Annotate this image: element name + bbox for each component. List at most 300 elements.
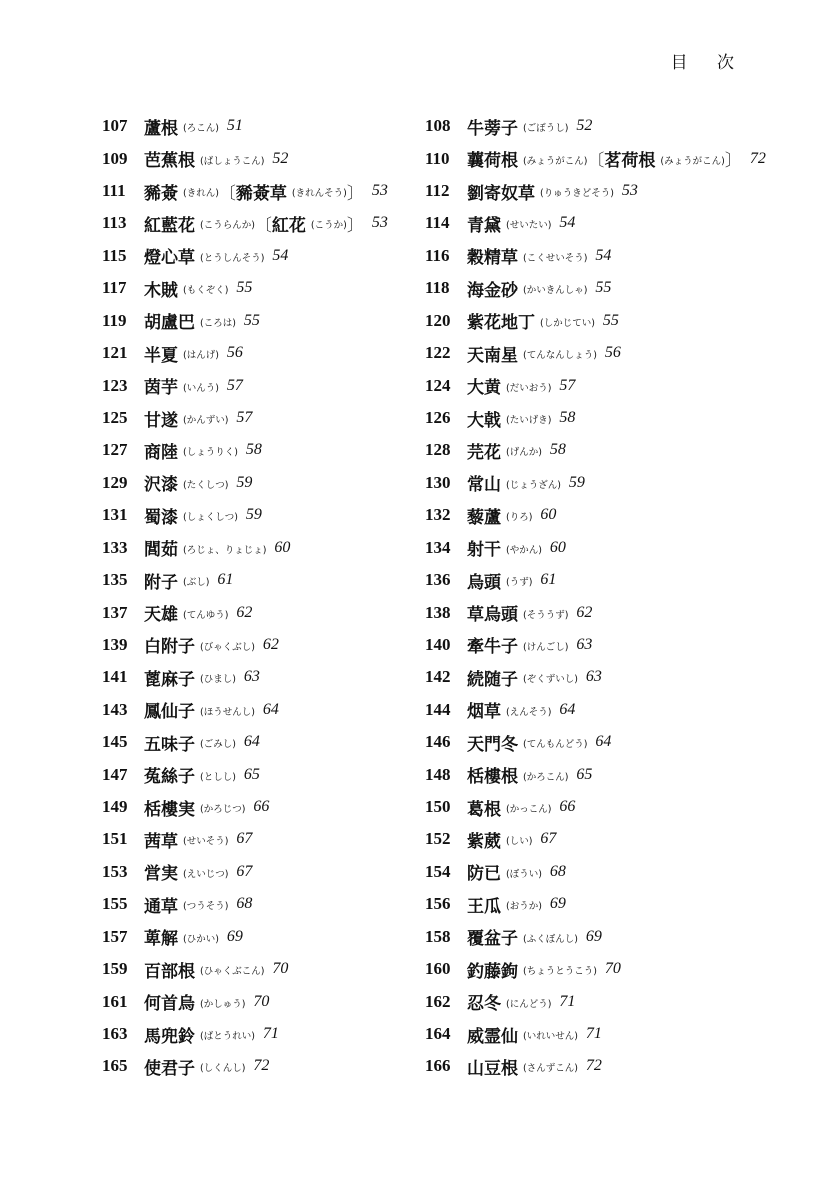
entry-name: 大黄 xyxy=(467,378,501,399)
entry-number: 160 xyxy=(425,959,451,979)
entry-name: 蘘荷根 xyxy=(467,151,518,172)
entry-name: 百部根 xyxy=(144,961,195,982)
entry-page-number: 69 xyxy=(226,927,243,945)
entry-reading: (ころは) xyxy=(200,317,236,329)
entry-page-number: 53 xyxy=(621,182,638,200)
entry-name: 使君子 xyxy=(144,1058,195,1079)
entry-name: 木賊 xyxy=(144,280,178,301)
entry-reading: (しくんし) xyxy=(200,1063,246,1075)
entry-reading: (だいおう) xyxy=(506,382,552,394)
entry-page-number: 59 xyxy=(568,473,585,491)
entry-number: 136 xyxy=(425,570,451,590)
entry-reading: (おうか) xyxy=(506,901,542,913)
entry-page-number: 66 xyxy=(559,798,576,816)
entry-page-number: 65 xyxy=(243,765,260,783)
bracket-close: 〕 xyxy=(346,183,364,204)
entry-reading: (りゅうきどそう) xyxy=(540,188,614,200)
entry-name: 沢漆 xyxy=(144,475,178,496)
entry-page-number: 61 xyxy=(217,571,234,589)
entry-reading: (ぼうい) xyxy=(506,868,542,880)
entry-page-number: 72 xyxy=(253,1057,270,1075)
entry-name: 防已 xyxy=(467,864,501,885)
entry-number: 112 xyxy=(425,181,450,201)
entry-page-number: 57 xyxy=(226,376,243,394)
entry-page-number: 57 xyxy=(559,376,576,394)
toc-entry xyxy=(102,629,422,661)
entry-page-number: 67 xyxy=(236,862,253,880)
entry-number: 125 xyxy=(102,408,128,427)
entry-reading: (そううず) xyxy=(523,609,569,621)
entry-name: 馬兜鈴 xyxy=(144,1026,195,1047)
entry-name: 菟絲子 xyxy=(144,767,195,788)
entry-name: 草烏頭 xyxy=(467,605,518,626)
toc-entry xyxy=(102,694,422,726)
entry-name: 劉寄奴草 xyxy=(467,183,535,204)
entry-page-number: 63 xyxy=(576,635,593,653)
toc-entry xyxy=(102,953,422,985)
entry-reading: (ろこん) xyxy=(183,123,219,135)
bracket-open: 〔 xyxy=(254,215,272,236)
entry-number: 142 xyxy=(425,667,451,687)
entry-reading: (りろ) xyxy=(506,512,533,524)
entry-number: 155 xyxy=(102,894,128,914)
entry-number: 157 xyxy=(102,926,128,946)
entry-number: 154 xyxy=(425,861,451,881)
entry-reading: (こくせいそう) xyxy=(523,252,588,264)
entry-name: 商陸 xyxy=(144,442,178,463)
entry-reading: (はんげ) xyxy=(183,350,219,362)
entry-page-number: 72 xyxy=(585,1057,602,1075)
entry-name: 穀精草 xyxy=(467,248,518,269)
entry-reading: (かっこん) xyxy=(506,804,552,816)
toc-entry xyxy=(425,110,805,142)
entry-page-number: 55 xyxy=(236,279,253,297)
entry-page-number: 69 xyxy=(549,895,566,913)
toc-entry xyxy=(102,207,422,239)
entry-alt-name: 豨薟草 xyxy=(235,183,287,204)
entry-name: 通草 xyxy=(144,896,178,917)
entry-reading: (うず) xyxy=(506,577,533,589)
entry-name: 続随子 xyxy=(467,669,518,690)
entry-name: 茵芋 xyxy=(144,378,178,399)
entry-page-number: 55 xyxy=(595,279,612,297)
toc-entry xyxy=(425,921,805,953)
entry-page-number: 69 xyxy=(585,927,602,945)
entry-number: 156 xyxy=(425,894,451,914)
entry-page-number: 70 xyxy=(272,960,289,978)
toc-entry xyxy=(425,467,805,499)
entry-reading: (にんどう) xyxy=(506,998,552,1010)
entry-name: 栝樓根 xyxy=(467,767,518,788)
toc-entry xyxy=(425,823,805,855)
entry-number: 166 xyxy=(425,1056,451,1076)
entry-number: 159 xyxy=(102,959,128,979)
entry-name: 鳳仙子 xyxy=(144,702,195,723)
entry-page-number: 56 xyxy=(604,344,621,362)
entry-reading: (しょうりく) xyxy=(183,447,238,459)
entry-reading: (とうしんそう) xyxy=(200,252,265,264)
toc-column-right xyxy=(425,110,805,1083)
entry-reading: (いんう) xyxy=(183,382,219,394)
entry-page-number: 71 xyxy=(262,1025,279,1043)
entry-number: 139 xyxy=(102,634,128,654)
toc-entry xyxy=(102,499,422,531)
entry-reading: (ばとうれい) xyxy=(200,1031,255,1043)
entry-number: 119 xyxy=(102,310,127,330)
toc-entry xyxy=(425,175,805,207)
entry-page-number: 54 xyxy=(595,246,612,264)
entry-number: 149 xyxy=(102,797,128,817)
entry-page-number: 56 xyxy=(226,344,243,362)
entry-reading: (えいじつ) xyxy=(183,868,229,880)
entry-name: 白附子 xyxy=(144,637,195,658)
entry-number: 134 xyxy=(425,537,451,557)
entry-number: 131 xyxy=(102,505,128,525)
toc-entry xyxy=(425,207,805,239)
entry-name: 閭茹 xyxy=(144,540,178,561)
entry-reading: (ろじょ、りょじょ) xyxy=(183,544,267,556)
entry-reading: (としし) xyxy=(200,771,236,783)
entry-reading: (かいきんしゃ) xyxy=(523,285,588,297)
entry-number: 164 xyxy=(425,1024,451,1044)
toc-entry xyxy=(102,564,422,596)
entry-reading: (いれいせん) xyxy=(523,1031,578,1043)
entry-page-number: 61 xyxy=(540,571,557,589)
entry-reading: (じょうざん) xyxy=(506,479,561,491)
entry-name: 萆解 xyxy=(144,929,178,950)
bracket-close: 〕 xyxy=(724,151,742,172)
toc-entry xyxy=(102,305,422,337)
toc-entry xyxy=(102,726,422,758)
toc-entry xyxy=(425,402,805,434)
entry-number: 163 xyxy=(102,1024,128,1044)
page-title: 目 次 xyxy=(670,53,746,73)
entry-page-number: 57 xyxy=(236,409,253,426)
entry-page-number: 54 xyxy=(272,246,289,264)
entry-page-number: 71 xyxy=(559,992,576,1010)
entry-number: 145 xyxy=(102,732,128,752)
entry-number: 162 xyxy=(425,991,451,1011)
toc-entry xyxy=(425,531,805,563)
entry-alt-reading: (みょうがこん) xyxy=(660,155,725,167)
entry-reading: (たいげき) xyxy=(506,415,552,426)
entry-name: 豨薟 xyxy=(144,183,178,204)
entry-page-number: 66 xyxy=(253,798,270,816)
entry-reading: (えんそう) xyxy=(506,706,552,718)
entry-page-number: 65 xyxy=(576,765,593,783)
toc-entry xyxy=(425,142,805,174)
entry-name: 附子 xyxy=(144,572,178,593)
toc-entry xyxy=(425,305,805,337)
entry-page-number: 58 xyxy=(549,441,566,459)
entry-reading: (やかん) xyxy=(506,544,542,556)
entry-page-number: 62 xyxy=(262,635,279,653)
toc-entry xyxy=(102,791,422,823)
entry-reading: (ごぼうし) xyxy=(523,123,569,135)
entry-name: 営実 xyxy=(144,864,178,885)
entry-reading: (びゃくぶし) xyxy=(200,641,255,653)
entry-name: 芫花 xyxy=(467,442,501,463)
entry-page-number: 64 xyxy=(595,733,612,751)
toc-entry xyxy=(425,240,805,272)
entry-number: 135 xyxy=(102,570,128,590)
entry-page-number: 67 xyxy=(236,830,253,848)
toc-entry xyxy=(102,921,422,953)
entry-page-number: 52 xyxy=(272,149,289,167)
entry-number: 122 xyxy=(425,343,451,363)
entry-reading: (ひかい) xyxy=(183,933,219,945)
entry-page-number: 68 xyxy=(549,862,566,880)
toc-entry xyxy=(425,985,805,1017)
entry-number: 128 xyxy=(425,440,451,460)
toc-column-left xyxy=(102,110,422,1083)
entry-reading: (たくしつ) xyxy=(183,479,229,491)
entry-name: 威霊仙 xyxy=(467,1026,518,1047)
entry-name: 常山 xyxy=(467,475,501,496)
toc-entry xyxy=(102,110,422,142)
entry-name: 海金砂 xyxy=(467,280,518,301)
entry-reading: (かろじつ) xyxy=(200,804,246,816)
bracket-close: 〕 xyxy=(346,215,364,236)
entry-reading: (ごみし) xyxy=(200,739,236,751)
entry-page-number: 62 xyxy=(236,603,253,621)
toc-entry xyxy=(425,434,805,466)
entry-reading: (てんゆう) xyxy=(183,609,229,621)
entry-number: 113 xyxy=(102,213,127,233)
entry-page-number: 59 xyxy=(245,506,262,524)
entry-page-number: 58 xyxy=(245,441,262,459)
toc-entry xyxy=(425,661,805,693)
toc-entry xyxy=(102,823,422,855)
entry-page-number: 60 xyxy=(549,538,566,556)
entry-reading: (つうそう) xyxy=(183,901,229,913)
toc-entry xyxy=(425,499,805,531)
toc-entry xyxy=(425,694,805,726)
entry-name: 烏頭 xyxy=(467,572,501,593)
entry-number: 123 xyxy=(102,375,128,395)
toc-entry xyxy=(102,272,422,304)
toc-entry xyxy=(102,888,422,920)
bracket-open: 〔 xyxy=(587,151,605,172)
entry-page-number: 71 xyxy=(585,1025,602,1043)
toc-entry xyxy=(102,467,422,499)
entry-reading: (こうらんか) xyxy=(200,220,255,232)
bracket-open: 〔 xyxy=(218,183,236,204)
entry-name: 蓖麻子 xyxy=(144,669,195,690)
entry-reading: (かしゅう) xyxy=(200,998,246,1010)
entry-name: 燈心草 xyxy=(144,248,195,269)
entry-name: 天雄 xyxy=(144,605,178,626)
entry-page-number: 64 xyxy=(262,700,279,718)
entry-number: 138 xyxy=(425,602,451,622)
entry-page-number: 51 xyxy=(226,117,243,135)
toc-entry xyxy=(102,596,422,628)
entry-page-number: 68 xyxy=(236,895,253,913)
toc-entry xyxy=(425,272,805,304)
entry-page-number: 53 xyxy=(371,214,388,232)
entry-name: 何首烏 xyxy=(144,994,195,1015)
toc-entry xyxy=(425,758,805,790)
entry-reading: (きれん) xyxy=(183,188,219,200)
entry-page-number: 52 xyxy=(576,117,593,135)
entry-reading: (ひまし) xyxy=(200,674,236,686)
toc-entry xyxy=(425,596,805,628)
entry-page-number: 63 xyxy=(585,668,602,686)
entry-number: 107 xyxy=(102,116,128,136)
entry-alt-name: 紅花 xyxy=(271,215,306,236)
entry-number: 118 xyxy=(425,278,450,298)
toc-entry xyxy=(102,856,422,888)
entry-name: 甘遂 xyxy=(144,410,178,431)
entry-reading: (かんずい) xyxy=(183,415,229,426)
entry-page-number: 58 xyxy=(559,409,576,426)
entry-name: 釣藤鉤 xyxy=(467,961,518,982)
entry-page-number: 72 xyxy=(749,149,766,167)
entry-number: 143 xyxy=(102,699,128,719)
entry-page-number: 55 xyxy=(602,311,619,329)
entry-name: 栝樓実 xyxy=(144,799,195,820)
entry-name: 胡盧巴 xyxy=(144,313,195,334)
entry-reading: (ばしょうこん) xyxy=(200,155,265,167)
entry-reading: (ほうせんし) xyxy=(200,706,255,718)
toc-entry xyxy=(102,337,422,369)
entry-page-number: 54 xyxy=(559,214,576,232)
entry-name: 王瓜 xyxy=(467,896,501,917)
toc-entry xyxy=(102,758,422,790)
entry-reading: (ふくぼんし) xyxy=(523,933,578,945)
entry-page-number: 70 xyxy=(604,960,621,978)
entry-number: 141 xyxy=(102,667,128,687)
entry-number: 120 xyxy=(425,310,451,330)
entry-name: 蜀漆 xyxy=(144,507,178,528)
toc-entry xyxy=(425,337,805,369)
entry-number: 129 xyxy=(102,472,128,492)
toc-entry xyxy=(425,856,805,888)
entry-number: 158 xyxy=(425,926,451,946)
toc-entry xyxy=(102,175,422,207)
entry-name: 葛根 xyxy=(467,799,501,820)
entry-number: 121 xyxy=(102,343,128,363)
entry-reading: (しょくしつ) xyxy=(183,512,238,524)
entry-reading: (てんもんどう) xyxy=(523,739,588,751)
toc-entry xyxy=(102,985,422,1017)
entry-name: 藜蘆 xyxy=(467,507,501,528)
entry-number: 108 xyxy=(425,116,451,136)
entry-name: 牛蒡子 xyxy=(467,118,518,139)
entry-reading: (ひゃくぶこん) xyxy=(200,966,265,978)
entry-reading: (せいそう) xyxy=(183,836,229,848)
toc-entry xyxy=(425,369,805,401)
entry-page-number: 67 xyxy=(540,830,557,848)
toc-entry xyxy=(425,564,805,596)
entry-number: 137 xyxy=(102,602,128,622)
entry-number: 151 xyxy=(102,829,128,849)
entry-number: 109 xyxy=(102,148,128,168)
entry-name: 天門冬 xyxy=(467,734,518,755)
entry-reading: (てんなんしょう) xyxy=(523,350,597,362)
entry-reading: (さんずこん) xyxy=(523,1063,578,1075)
toc-entry xyxy=(102,1050,422,1082)
entry-page-number: 59 xyxy=(236,473,253,491)
entry-reading: (しい) xyxy=(506,836,533,848)
entry-page-number: 70 xyxy=(253,992,270,1010)
entry-name: 大戟 xyxy=(467,410,501,431)
entry-number: 161 xyxy=(102,991,128,1011)
entry-page-number: 60 xyxy=(540,506,557,524)
entry-name: 山豆根 xyxy=(467,1058,518,1079)
entry-name: 芭蕉根 xyxy=(144,151,195,172)
entry-name: 烟草 xyxy=(467,702,501,723)
toc-entry xyxy=(425,791,805,823)
entry-number: 150 xyxy=(425,797,451,817)
toc-entry xyxy=(102,434,422,466)
entry-reading: (げんか) xyxy=(506,447,542,459)
entry-reading: (せいたい) xyxy=(506,220,552,232)
entry-alt-reading: (こうか) xyxy=(310,220,347,232)
entry-page-number: 64 xyxy=(243,733,260,751)
entry-name: 茜草 xyxy=(144,831,178,852)
entry-name: 天南星 xyxy=(467,345,518,366)
entry-number: 116 xyxy=(425,245,450,265)
entry-number: 117 xyxy=(102,278,127,298)
entry-reading: (かろこん) xyxy=(523,771,569,783)
entry-name: 紫花地丁 xyxy=(467,313,535,334)
entry-page-number: 62 xyxy=(576,603,593,621)
entry-alt-reading: (きれんそう) xyxy=(291,188,347,200)
entry-name: 蘆根 xyxy=(144,118,178,139)
toc-entry xyxy=(425,1050,805,1082)
entry-name: 射干 xyxy=(467,540,501,561)
toc-entry xyxy=(102,240,422,272)
toc-entry xyxy=(425,888,805,920)
entry-number: 140 xyxy=(425,634,451,654)
entry-page-number: 53 xyxy=(371,182,388,200)
entry-number: 111 xyxy=(102,181,126,201)
toc-entry xyxy=(425,629,805,661)
toc-entry xyxy=(102,142,422,174)
toc-entry xyxy=(102,531,422,563)
entry-reading: (もくぞく) xyxy=(183,285,229,297)
entry-number: 114 xyxy=(425,213,450,233)
entry-name: 五味子 xyxy=(144,734,195,755)
entry-number: 165 xyxy=(102,1056,128,1076)
entry-page-number: 55 xyxy=(243,311,260,329)
entry-name: 牽牛子 xyxy=(467,637,518,658)
entry-alt-name: 茗荷根 xyxy=(604,151,656,172)
entry-number: 127 xyxy=(102,440,128,460)
entry-reading: (ぶし) xyxy=(183,577,210,589)
entry-number: 133 xyxy=(102,537,128,557)
entry-page-number: 60 xyxy=(274,538,291,556)
entry-number: 130 xyxy=(425,472,451,492)
entry-name: 忍冬 xyxy=(467,994,501,1015)
toc-entry xyxy=(425,1018,805,1050)
toc-entry xyxy=(425,726,805,758)
entry-number: 147 xyxy=(102,764,128,784)
entry-number: 126 xyxy=(425,408,451,427)
entry-reading: (しかじてい) xyxy=(540,317,595,329)
entry-reading: (ちょうとうこう) xyxy=(523,966,597,978)
entry-page-number: 63 xyxy=(243,668,260,686)
entry-reading: (けんごし) xyxy=(523,641,569,653)
entry-number: 153 xyxy=(102,861,128,881)
entry-name: 紫葳 xyxy=(467,831,501,852)
entry-number: 148 xyxy=(425,764,451,784)
entry-name: 紅藍花 xyxy=(144,215,195,236)
entry-number: 132 xyxy=(425,505,451,525)
entry-reading: (ぞくずいし) xyxy=(523,674,578,686)
toc-entry xyxy=(425,953,805,985)
